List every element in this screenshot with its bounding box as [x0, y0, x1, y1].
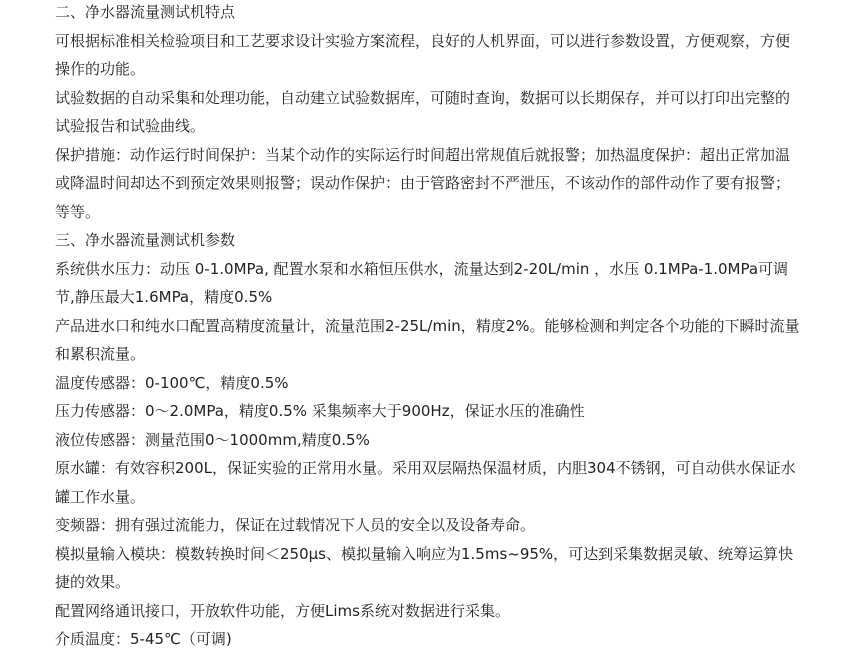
paragraph-raw-water-tank: 原水罐：有效容积200L，保证实验的正常用水量。采用双层隔热保温材质，内胆304不锈钢，可自动供水保证水罐工作水量。 [55, 459, 796, 506]
paragraph-network-interface: 配置网络通讯接口，开放软件功能，方便Lims系统对数据进行采集。 [55, 601, 510, 620]
section-heading-features: 二、净水器流量测试机特点 [55, 3, 236, 21]
article-body [55, 0, 803, 654]
paragraph-data-collection: 试验数据的自动采集和处理功能，自动建立试验数据库，可随时查询，数据可以长期保存，并可以打印出完整的试验报告和试验曲线。 [55, 88, 791, 135]
paragraph-level-sensor: 液位传感器：测量范围0～1000mm,精度0.5% [55, 430, 370, 449]
paragraph-experiment-design: 可根据标准相关检验项目和工艺要求设计实验方案流程，良好的人机界面，可以进行参数设置，方便观察，方便操作的功能。 [55, 31, 791, 78]
section-heading-parameters: 三、净水器流量测试机参数 [55, 231, 236, 249]
paragraph-flow-meter: 产品进水口和纯水口配置高精度流量计，流量范围2-25L/min，精度2%。能够检测和判定各个功能的下瞬时流量和累积流量。 [55, 316, 800, 363]
paragraph-medium-temperature: 介质温度：5-45℃（可调) [55, 630, 232, 648]
paragraph-analog-input-module: 模拟量输入模块：模数转换时间＜250μs、模拟量输入响应为1.5ms~95%，可达到采集数据灵敏、统筹运算快捷的效果。 [55, 544, 794, 591]
paragraph-protection-measures: 保护措施：动作运行时间保护：当某个动作的实际运行时间超出常规值后就报警；加热温度保护：超出正常加温或降温时间却达不到预定效果则报警；误动作保护：由于管路密封不严泄压，不该动作的部件动作了要有报警；等等。 [55, 145, 791, 221]
paragraph-water-pressure: 系统供水压力：动压 0-1.0MPa, 配置水泵和水箱恒压供水，流量达到2-20L/min ，水压 0.1MPa-1.0MPa可调节,静压最大1.6MPa，精度0.5% [55, 259, 789, 306]
paragraph-frequency-converter: 变频器：拥有强过流能力，保证在过载情况下人员的安全以及设备寿命。 [55, 516, 536, 534]
paragraph-temperature-sensor: 温度传感器：0-100℃，精度0.5% [55, 373, 289, 392]
paragraph-pressure-sensor: 压力传感器：0～2.0MPa，精度0.5% 采集频率大于900Hz，保证水压的准确性 [55, 402, 585, 420]
